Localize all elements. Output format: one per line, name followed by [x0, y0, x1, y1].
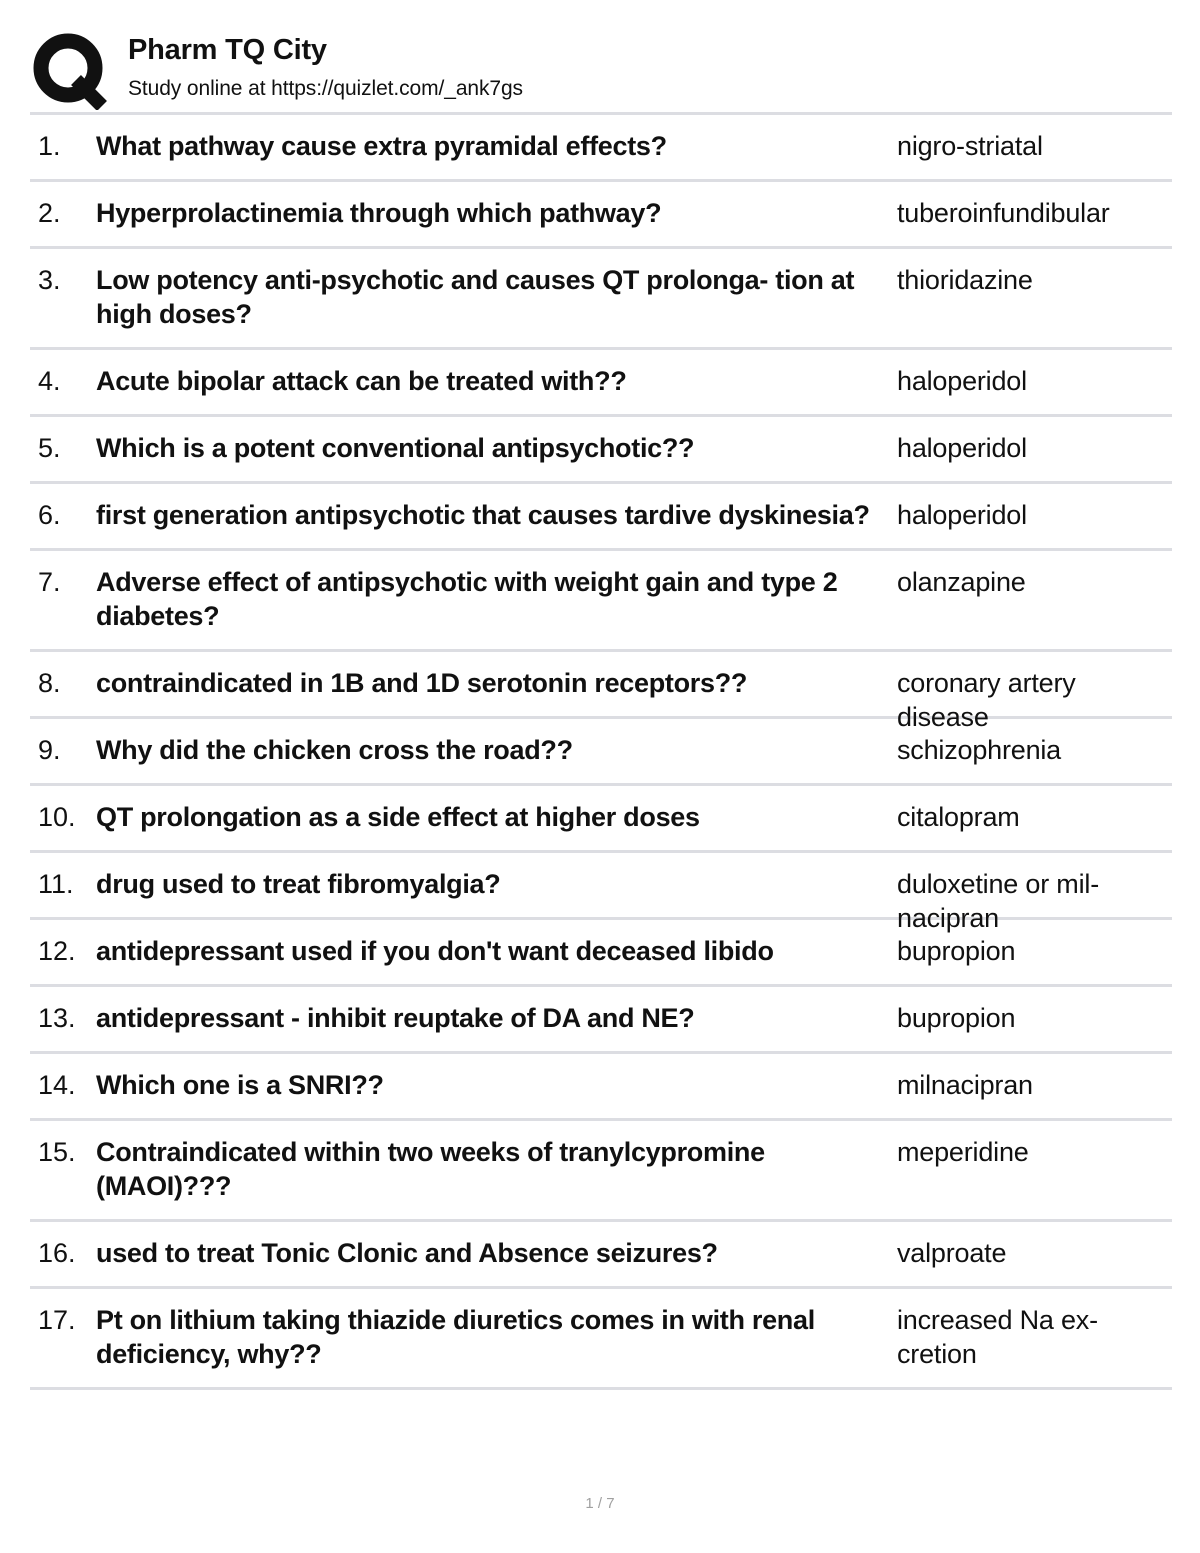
card-definition: coronary artery disease — [897, 668, 1076, 732]
flashcard-row — [30, 350, 1172, 414]
card-number: 9. — [38, 735, 61, 765]
card-number: 8. — [38, 668, 61, 698]
flashcard-row — [30, 1121, 1172, 1219]
card-definition: bupropion — [897, 1003, 1016, 1033]
card-term: used to treat Tonic Clonic and Absence seizures? — [96, 1238, 718, 1268]
card-number: 16. — [38, 1238, 76, 1268]
flashcard-row — [30, 484, 1172, 548]
flashcard-row — [30, 182, 1172, 246]
card-number: 3. — [38, 265, 61, 295]
card-term: contraindicated in 1B and 1D serotonin receptors?? — [96, 668, 748, 698]
card-definition: citalopram — [897, 802, 1020, 832]
card-term: QT prolongation as a side effect at higher doses — [96, 802, 700, 832]
card-number: 4. — [38, 366, 61, 396]
card-definition: valproate — [897, 1238, 1007, 1268]
flashcard-list — [30, 112, 1172, 1390]
card-term: Pt on lithium taking thiazide diuretics comes in with renal deficiency, why?? — [96, 1305, 815, 1369]
divider — [30, 1387, 1172, 1390]
card-definition: haloperidol — [897, 433, 1027, 463]
card-definition: bupropion — [897, 936, 1016, 966]
card-term: What pathway cause extra pyramidal effects? — [96, 131, 667, 161]
card-term: Low potency anti-psychotic and causes QT prolonga- tion at high doses? — [96, 265, 855, 329]
card-number: 7. — [38, 567, 61, 597]
quizlet-logo-icon — [30, 30, 110, 110]
card-term: Adverse effect of antipsychotic with weight gain and type 2 diabetes? — [96, 567, 838, 631]
card-definition: olanzapine — [897, 567, 1026, 597]
card-definition: tuberoinfundibular — [897, 198, 1110, 228]
card-number: 14. — [38, 1070, 76, 1100]
flashcard-row — [30, 1054, 1172, 1118]
card-term: Which one is a SNRI?? — [96, 1070, 384, 1100]
card-number: 2. — [38, 198, 61, 228]
flashcard-row — [30, 652, 1172, 732]
flashcard-row — [30, 551, 1172, 649]
card-number: 17. — [38, 1305, 76, 1335]
card-number: 5. — [38, 433, 61, 463]
card-definition: increased Na ex- cretion — [897, 1305, 1098, 1369]
card-number: 1. — [38, 131, 61, 161]
flashcard-row — [30, 719, 1172, 783]
card-definition: nigro-striatal — [897, 131, 1043, 161]
study-online-link[interactable]: Study online at https://quizlet.com/_ank7gs — [128, 77, 523, 100]
card-term: antidepressant used if you don't want deceased libido — [96, 936, 774, 966]
card-number: 12. — [38, 936, 76, 966]
card-definition: schizophrenia — [897, 735, 1062, 765]
card-number: 13. — [38, 1003, 76, 1033]
card-definition: haloperidol — [897, 500, 1027, 530]
flashcard-row — [30, 115, 1172, 179]
card-number: 11. — [38, 869, 74, 899]
flashcard-row — [30, 987, 1172, 1051]
card-term: Contraindicated within two weeks of tranylcypromine (MAOI)??? — [96, 1137, 765, 1201]
card-definition: haloperidol — [897, 366, 1027, 396]
card-term: first generation antipsychotic that causes tardive dyskinesia? — [96, 500, 870, 530]
card-term: Hyperprolactinemia through which pathway? — [96, 198, 662, 228]
card-definition: thioridazine — [897, 265, 1033, 295]
page-number: 1 / 7 — [585, 1495, 615, 1512]
flashcard-row — [30, 1289, 1172, 1387]
card-term: Why did the chicken cross the road?? — [96, 735, 573, 765]
card-term: Acute bipolar attack can be treated with?? — [96, 366, 627, 396]
set-title: Pharm TQ City — [128, 34, 327, 66]
flashcard-row — [30, 249, 1172, 347]
card-definition: milnacipran — [897, 1070, 1033, 1100]
card-number: 15. — [38, 1137, 76, 1167]
card-term: antidepressant - inhibit reuptake of DA and NE? — [96, 1003, 695, 1033]
card-definition: meperidine — [897, 1137, 1029, 1167]
card-term: Which is a potent conventional antipsychotic?? — [96, 433, 695, 463]
card-number: 10. — [38, 802, 76, 832]
page-header — [30, 28, 1172, 112]
flashcard-row — [30, 853, 1172, 933]
card-number: 6. — [38, 500, 61, 530]
flashcard-row — [30, 417, 1172, 481]
flashcard-row — [30, 1222, 1172, 1286]
flashcard-row — [30, 786, 1172, 850]
card-definition: duloxetine or mil- nacipran — [897, 869, 1099, 933]
flashcard-row — [30, 920, 1172, 984]
card-term: drug used to treat fibromyalgia? — [96, 869, 501, 899]
